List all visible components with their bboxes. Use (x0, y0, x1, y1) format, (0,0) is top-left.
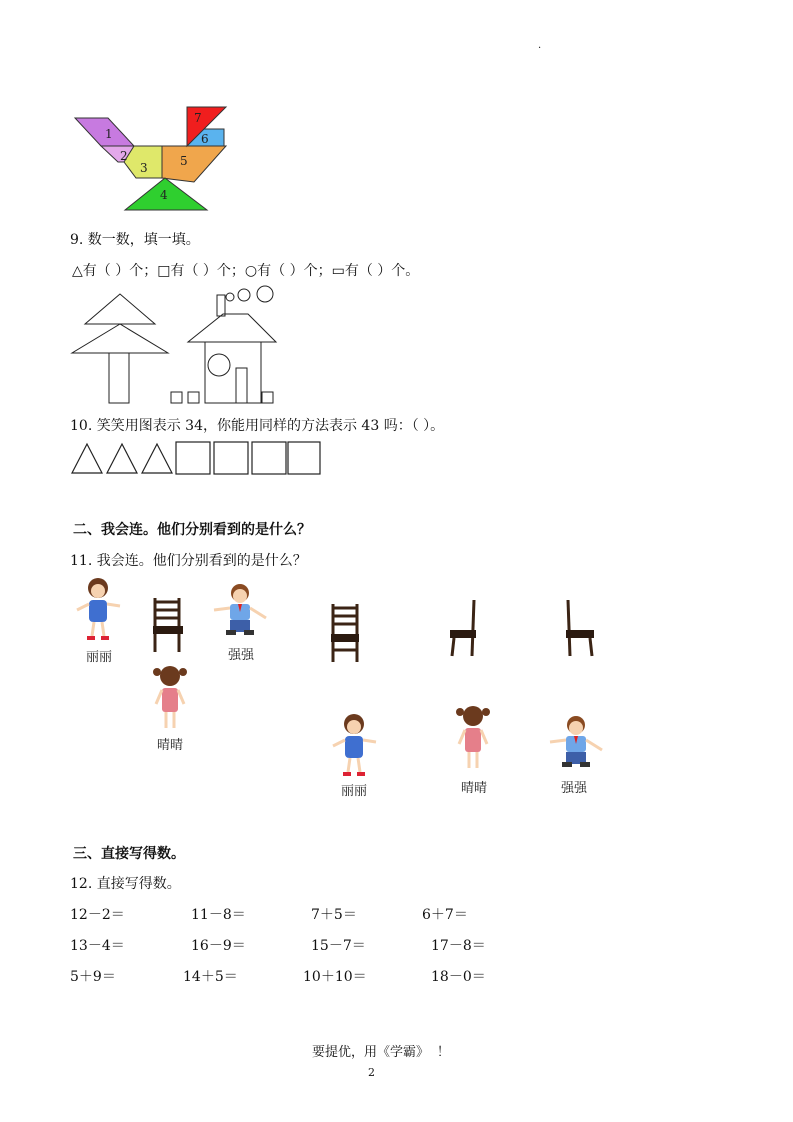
q10-title: 10. 笑笑用图表示 34，你能用同样的方法表示 43 吗：（ ）。 (70, 418, 445, 434)
tangram-figure (70, 100, 235, 215)
small-square-2 (188, 392, 199, 403)
q10-square-2 (214, 442, 248, 474)
chair-view-front[interactable] (328, 602, 362, 664)
tangram-label-7: 7 (194, 111, 202, 125)
label-qingqing: 晴晴 (157, 738, 184, 753)
q9-blank-square[interactable]: 有（ ）个； (170, 263, 245, 279)
tangram-label-3: 3 (140, 161, 148, 175)
label-qiangqiang: 强强 (228, 648, 255, 663)
tree-top-triangle (85, 294, 155, 324)
q10-square-4 (288, 442, 320, 474)
q9-fill-line (72, 260, 419, 280)
calc-r2-c2[interactable]: 16－9＝ (191, 938, 246, 954)
boy-qiangqiang-figure-bottom[interactable] (548, 714, 604, 770)
tangram-label-1: 1 (105, 127, 113, 141)
window-circle (208, 354, 230, 376)
roof-shape (188, 314, 276, 342)
label-bottom-qingqing: 晴晴 (461, 781, 488, 796)
calc-r2-c4[interactable]: 17－8＝ (431, 938, 486, 954)
calc-r2-c3[interactable]: 15－7＝ (311, 938, 366, 954)
calc-r3-c4[interactable]: 18－0＝ (431, 969, 486, 985)
smoke-circle-small (226, 293, 234, 301)
q10-figure (70, 440, 325, 478)
chimney-rectangle (217, 295, 225, 316)
q11-title: 11. 我会连。他们分别看到的是什么？ (70, 553, 307, 569)
small-square-1 (171, 392, 182, 403)
rectangle-icon: ▭ (331, 263, 345, 279)
tree-bottom-triangle (72, 324, 168, 353)
q10-triangle-1 (72, 444, 102, 473)
girl-lili-figure (74, 576, 124, 644)
calc-r3-c1[interactable]: 5＋9＝ (70, 969, 116, 985)
girl-lili-figure-bottom[interactable] (330, 712, 380, 780)
label-bottom-qiangqiang: 强强 (561, 781, 588, 796)
calc-r2-c1[interactable]: 13－4＝ (70, 938, 125, 954)
door-rectangle (236, 368, 247, 403)
page-number: 2 (368, 1066, 375, 1079)
smoke-circle-large (257, 286, 273, 302)
label-lili: 丽丽 (86, 650, 113, 665)
calc-r3-c3[interactable]: 10＋10＝ (303, 969, 367, 985)
house-body-rectangle (205, 342, 261, 403)
q10-triangle-2 (107, 444, 137, 473)
calc-r1-c1[interactable]: 12－2＝ (70, 907, 125, 923)
q10-triangle-3 (142, 444, 172, 473)
chair-front-icon[interactable] (150, 596, 186, 654)
calc-r3-c2[interactable]: 14＋5＝ (183, 969, 238, 985)
calc-r1-c3[interactable]: 7＋5＝ (311, 907, 357, 923)
girl-qingqing-figure (152, 664, 188, 732)
q10-square-1 (176, 442, 210, 474)
tangram-label-5: 5 (180, 154, 188, 168)
triangle-icon: △ (72, 263, 83, 279)
q9-blank-triangle[interactable]: 有（ ）个； (82, 263, 158, 279)
q9-blank-rectangle[interactable]: 有（ ）个。 (344, 263, 420, 279)
top-mark: . (538, 40, 542, 51)
footer-slogan: 要提优，用《学霸》 ！ (312, 1045, 450, 1060)
tangram-label-4: 4 (160, 188, 168, 202)
q10-square-3 (252, 442, 286, 474)
q12-title: 12. 直接写得数。 (70, 876, 181, 892)
calc-r1-c2[interactable]: 11－8＝ (191, 907, 246, 923)
section-2-heading: 二、我会连。他们分别看到的是什么？ (73, 522, 311, 538)
q9-title: 9. 数一数，填一填。 (70, 232, 200, 248)
circle-icon: ○ (244, 263, 258, 279)
q9-blank-circle[interactable]: 有（ ）个； (257, 263, 332, 279)
chair-view-side-right[interactable] (562, 598, 596, 660)
label-bottom-lili: 丽丽 (341, 784, 368, 799)
section-3-heading: 三、直接写得数。 (73, 846, 185, 862)
smoke-circle-medium (238, 289, 250, 301)
boy-qiangqiang-figure (212, 582, 268, 638)
tangram-label-2: 2 (120, 149, 128, 163)
tree-trunk-rectangle (109, 353, 129, 403)
girl-qingqing-figure-bottom[interactable] (455, 704, 491, 772)
calc-r1-c4[interactable]: 6＋7＝ (422, 907, 468, 923)
small-square-3 (262, 392, 273, 403)
tangram-piece-5 (162, 146, 226, 182)
chair-view-side-left[interactable] (448, 598, 482, 660)
shapes-figure (68, 284, 288, 406)
square-icon: □ (157, 263, 171, 279)
tangram-label-6: 6 (201, 132, 209, 146)
